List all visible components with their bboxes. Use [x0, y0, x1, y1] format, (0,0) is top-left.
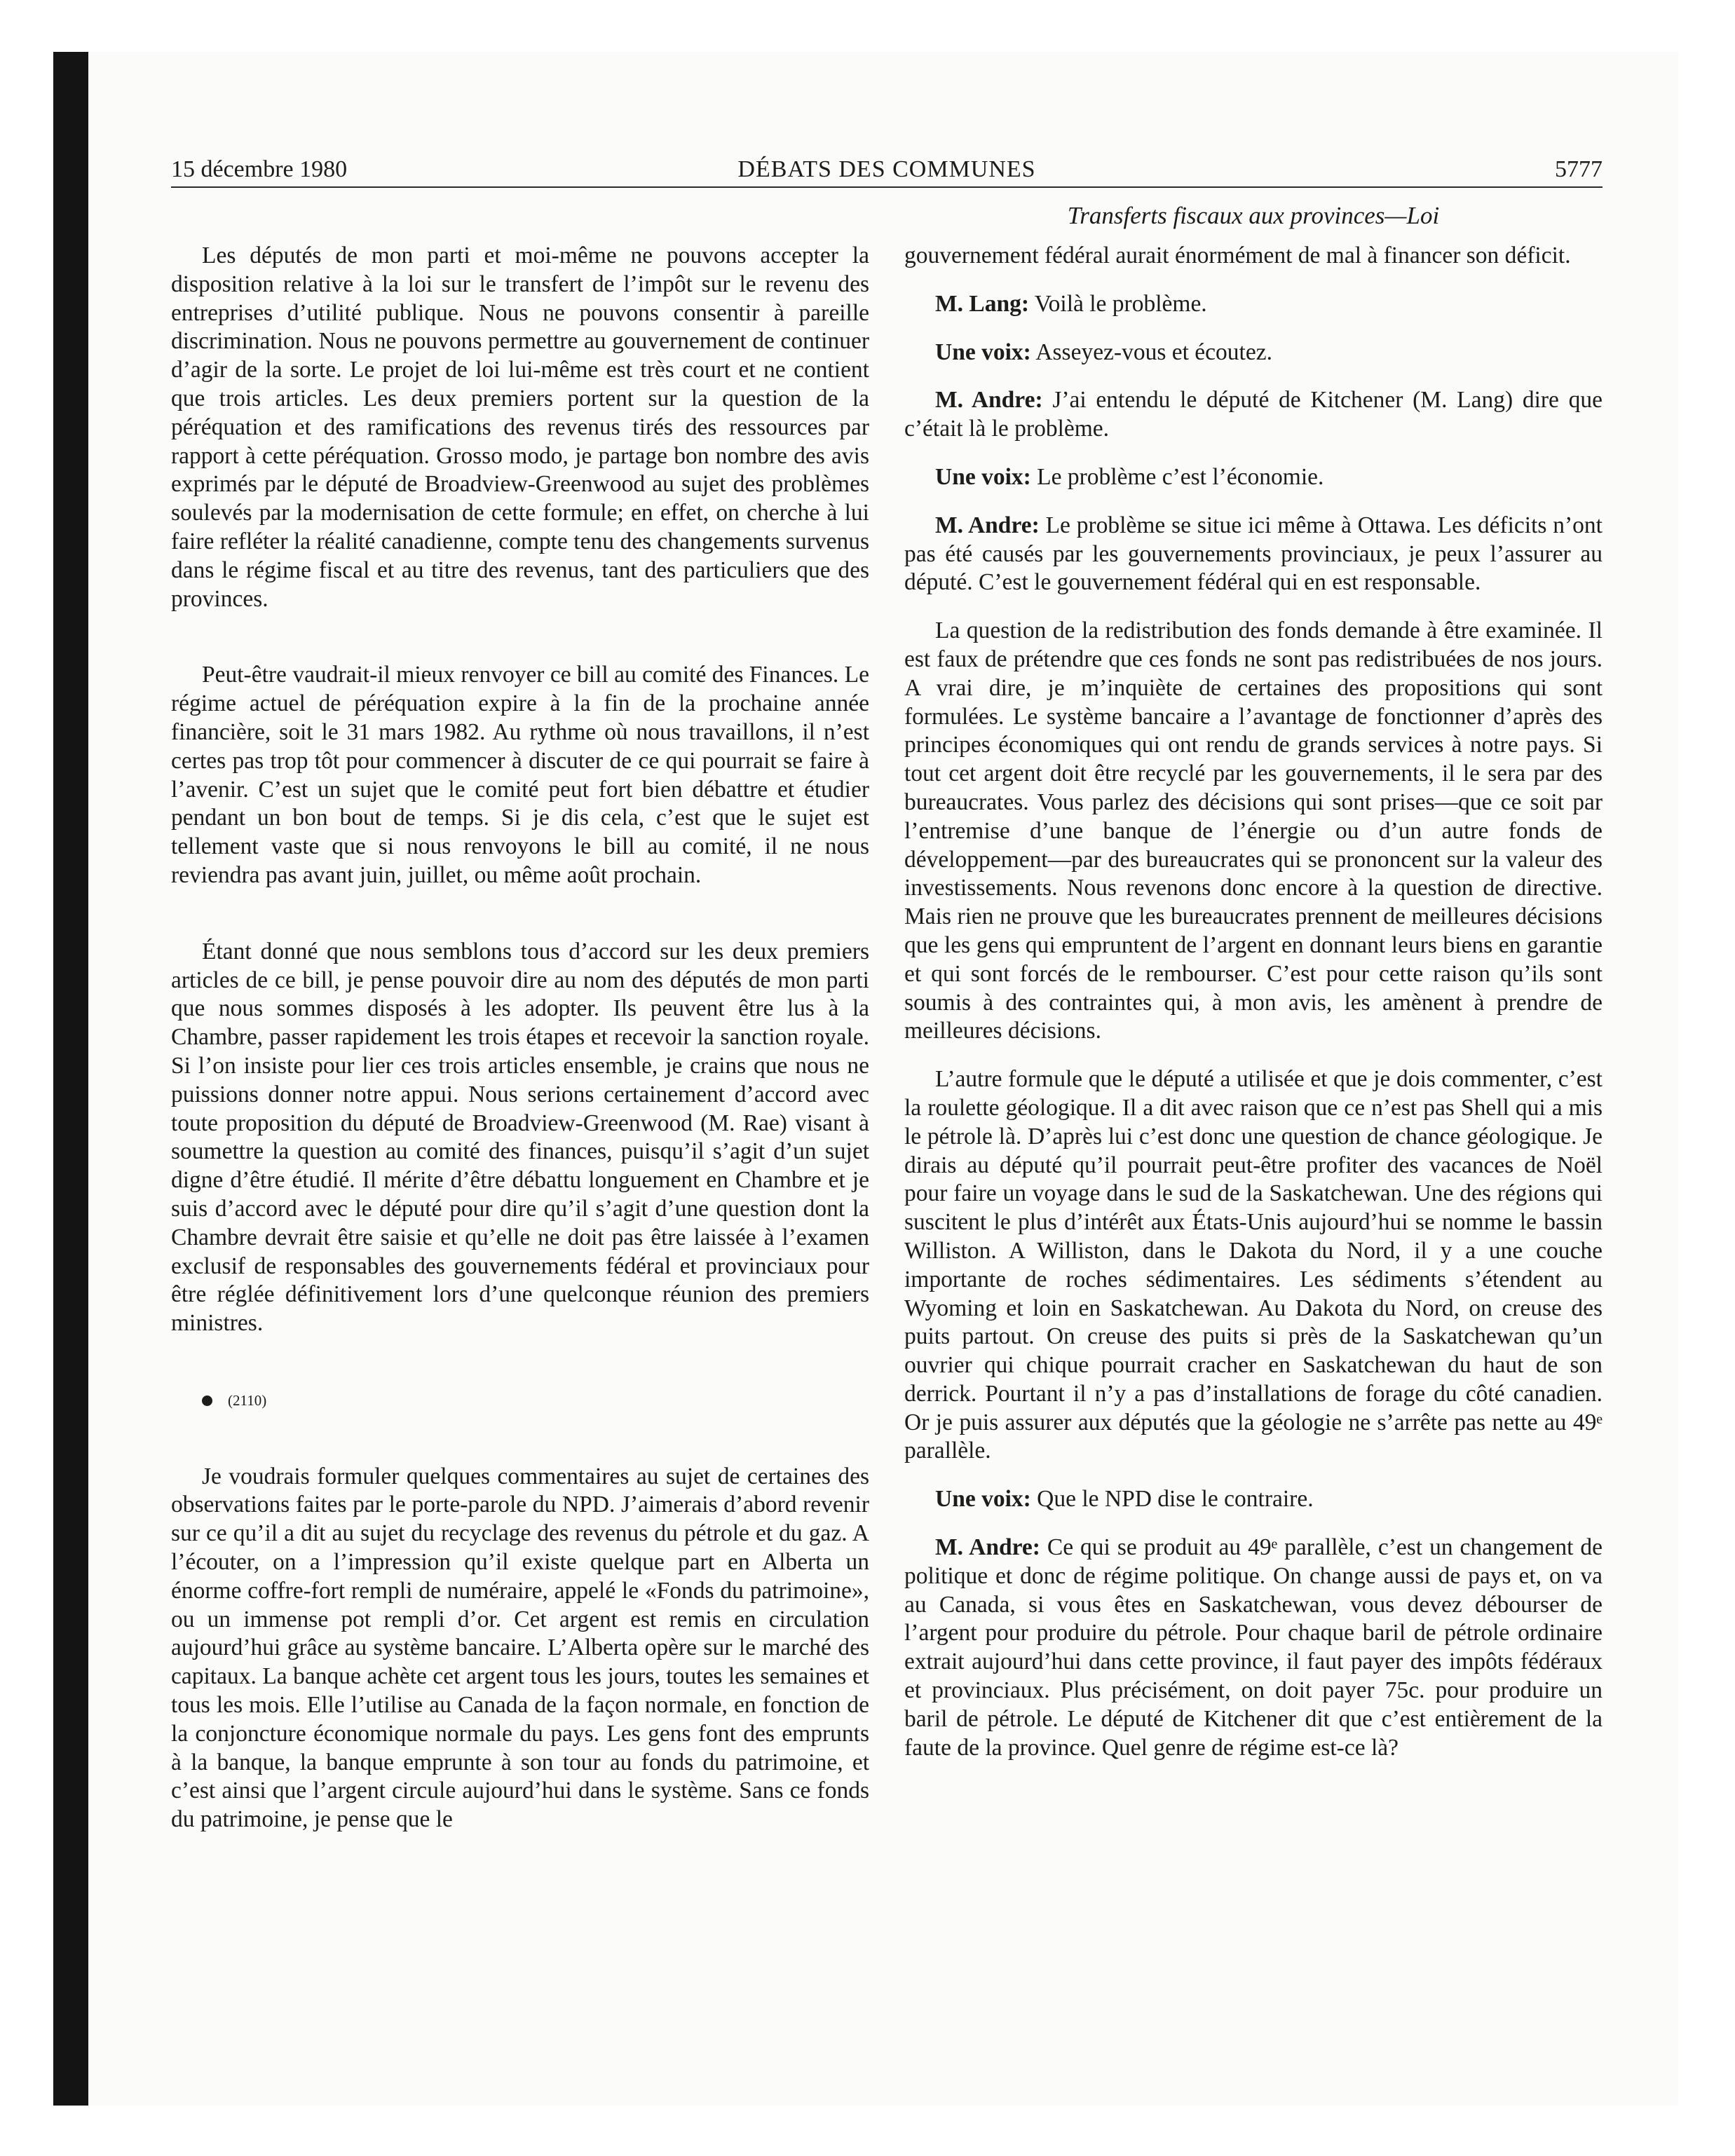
paragraph: Je voudrais formuler quelques commentaires au sujet de certaines des observations faites par le porte-parole du NPD. J’aimerais d’abord revenir sur ce qu’il a dit au sujet du recyclage des revenus du pétrole et du gaz. A l’écouter, on a l’impression qu’il existe quelque part en Alberta un énorme coffre-fort rempli de numéraire, appelé le «Fonds du patrimoine», ou un immense pot rempli d’or. Cet argent est remis en circulation aujourd’hui grâce au système bancaire. L’Alberta opère sur le marché des capitaux. La banque achète cet argent tous les jours, toutes les semaines et tous les mois. Elle l’utilise au Canada de la façon normale, en fonction de la conjoncture économique normale du pays. Les gens font des emprunts à la banque, la banque emprunte à son tour au fonds du patrimoine, et c’est ainsi que l’argent circule aujourd’hui dans le système. Sans ce fonds du patrimoine, je pense que le: [171, 1463, 869, 1833]
speech: [904, 1534, 1603, 1762]
speaker-name: M. Andre:: [935, 387, 1043, 414]
paragraph: Peut-être vaudrait-il mieux renvoyer ce bill au comité des Finances. Le régime actuel de péréquation expire à la fin de la prochaine année financière, soit le 31 mars 1982. Au rythme où nous travaillons, il n’est certes pas trop tôt pour commencer à discuter de ce qui pourrait se faire à l’avenir. C’est un sujet que le comité peut fort bien débattre et étudier pendant un bon bout de temps. Si je dis cela, c’est que le sujet est tellement vaste que si nous renvoyons le bill au comité, il ne nous reviendra pas avant juin, juillet, ou même août prochain.: [171, 662, 869, 888]
speech: [904, 290, 1603, 319]
speech-text: Voilà le problème.: [1029, 290, 1207, 317]
right-column: [904, 242, 1603, 1762]
speech: [904, 339, 1603, 367]
speaker-name: Une voix:: [935, 1486, 1031, 1513]
speech: [904, 463, 1603, 492]
paragraph: L’autre formule que le député a utilisée et que je dois commenter, c’est la roulette géologique. Il a dit avec raison que ce n’est pas Shell qui a mis le pétrole là. D’après lui c’est donc une question de chance géologique. Je dirais au député qu’il pourrait peut-être profiter des vacances de Noël pour faire un voyage dans le sud de la Saskatchewan. Une des régions qui suscitent le plus d’intérêt aux États-Unis aujourd’hui se nomme le bassin Williston. A Williston, dans le Dakota du Nord, il y a une couche importante de roches sédimentaires. Les sédiments s’étendent au Wyoming et loin en Saskatchewan. Au Dakota du Nord, on creuse des puits partout. On creuse des puits si près de la Saskatchewan qu’un ouvrier qui chique pourrait cracher en Saskatchewan du haut de son derrick. Pourtant il n’y a pas d’installations de forage du côté canadien. Or je puis assurer aux députés que la géologie ne s’arrête pas nette au 49ᵉ parallèle.: [904, 1066, 1603, 1464]
speaker-name: Une voix:: [935, 463, 1031, 490]
time-marker-label: (2110): [228, 1391, 267, 1409]
time-marker: [171, 1386, 869, 1415]
paragraph-continuation: gouvernement fédéral aurait énormément de mal à financer son déficit.: [904, 243, 1571, 268]
speech-text: Ce qui se produit au 49ᵉ parallèle, c’est un changement de politique et donc de régime politique. On change aussi de pays et, on va au Canada, si vous êtes en Saskatchewan, vous devez débourser de l’argent pour produire du pétrole. Pour chaque baril de pétrole ordinaire extrait aujourd’hui dans cette province, il faut payer des impôts fédéraux et provinciaux. Plus précisément, on doit payer 75c. pour produire un baril de pétrole. Le député de Kitchener dit que c’est entièrement de la faute de la province. Quel genre de régime est-ce là?: [904, 1534, 1603, 1761]
speech-text: Le problème c’est l’économie.: [1030, 463, 1324, 490]
header-title: DÉBATS DES COMMUNES: [737, 156, 1036, 182]
speech: [904, 386, 1603, 444]
speech: [904, 1485, 1603, 1514]
scan-border: [53, 52, 88, 2106]
speech-text: Que le NPD dise le contraire.: [1030, 1486, 1314, 1513]
speaker-name: M. Andre:: [935, 1534, 1040, 1561]
speech-text: Le problème se situe ici même à Ottawa. Les déficits n’ont pas été causés par les gouvernements provinciaux, je peux l’assurer au député. C’est le gouvernement fédéral qui en est responsable.: [904, 512, 1603, 596]
speaker-name: M. Andre:: [935, 512, 1040, 538]
speech: [904, 512, 1603, 597]
header-page-number: 5777: [1555, 156, 1603, 182]
speech-text: Asseyez-vous et écoutez.: [1030, 339, 1272, 365]
speech-text: J’ai entendu le député de Kitchener (M. Lang) dire que c’était là le problème.: [904, 387, 1603, 442]
page-header: [171, 156, 1603, 188]
paragraph: Étant donné que nous semblons tous d’accord sur les deux premiers articles de ce bill, je pense pouvoir dire au nom des députés de mon parti que nous sommes disposés à les adopter. Ils peuvent être lus à la Chambre, passer rapidement les trois étapes et recevoir la sanction royale. Si l’on insiste pour lier ces trois articles ensemble, je crains que nous ne puissions donner notre appui. Nous serions certainement d’accord avec toute proposition du député de Broadview-Greenwood (M. Rae) visant à soumettre la question au comité des finances, puisqu’il s’agit d’un sujet digne d’être étudié. Il mérite d’être débattu longuement en Chambre et je suis d’accord avec le député pour dire qu’il s’agit d’une question dont la Chambre devrait être saisie et qu’elle ne doit pas être laissée à l’examen exclusif de responsables des gouvernements fédéral et provinciaux pour être réglée définitivement lors d’une quelconque réunion des premiers ministres.: [171, 938, 869, 1337]
header-date: 15 décembre 1980: [171, 156, 348, 182]
paragraph: La question de la redistribution des fonds demande à être examinée. Il est faux de prétendre que ces fonds ne sont pas redistribuées de nos jours. A vrai dire, je m’inquiète de certaines des propositions qui sont formulées. Le système bancaire a l’avantage de fonctionner d’après des principes économiques qui ont rendu de grands services à notre pays. Si tout cet argent doit être recyclé par les gouvernements, il le sera par des bureaucrates. Vous parlez des décisions qui sont prises—que ce soit par l’entremise d’une banque de l’énergie ou d’un autre fonds de développement—par des bureaucrates qui se prononcent sur la valeur des investissements. Nous revenons donc encore à la question de directive. Mais rien ne prouve que les bureaucrates prennent de meilleures décisions que les gens qui empruntent de l’argent en donnant leurs biens en garantie et qui sont forcés de le rembourser. C’est pour cette raison qu’ils sont soumis à des contraintes qui, à mon avis, les amènent à prendre de meilleures décisions.: [904, 618, 1603, 1044]
speaker-name: Une voix:: [935, 339, 1031, 365]
speaker-name: M. Lang:: [935, 290, 1029, 317]
running-head: Transferts fiscaux aux provinces—Loi: [1067, 202, 1440, 229]
bullet-icon: [202, 1396, 212, 1406]
paragraph: Les députés de mon parti et moi-même ne pouvons accepter la disposition relative à la loi sur le transfert de l’impôt sur le revenu des entreprises d’utilité publique. Nous ne pouvons consentir à pareille discrimination. Nous ne pouvons permettre au gouvernement de continuer d’agir de la sorte. Le projet de loi lui-même est très court et ne contient que trois articles. Les deux premiers portent sur la question de la péréquation et des ramifications des revenus tirés des ressources par rapport à cette péréquation. Grosso modo, je partage bon nombre des avis exprimés par le député de Broadview-Greenwood au sujet des problèmes soulevés par la modernisation de cette formule; en effet, on cherche à lui faire refléter la réalité canadienne, compte tenu des changements survenus dans le régime fiscal et au titre des revenus, tant des particuliers que des provinces.: [171, 243, 869, 612]
left-column: [171, 242, 869, 1834]
